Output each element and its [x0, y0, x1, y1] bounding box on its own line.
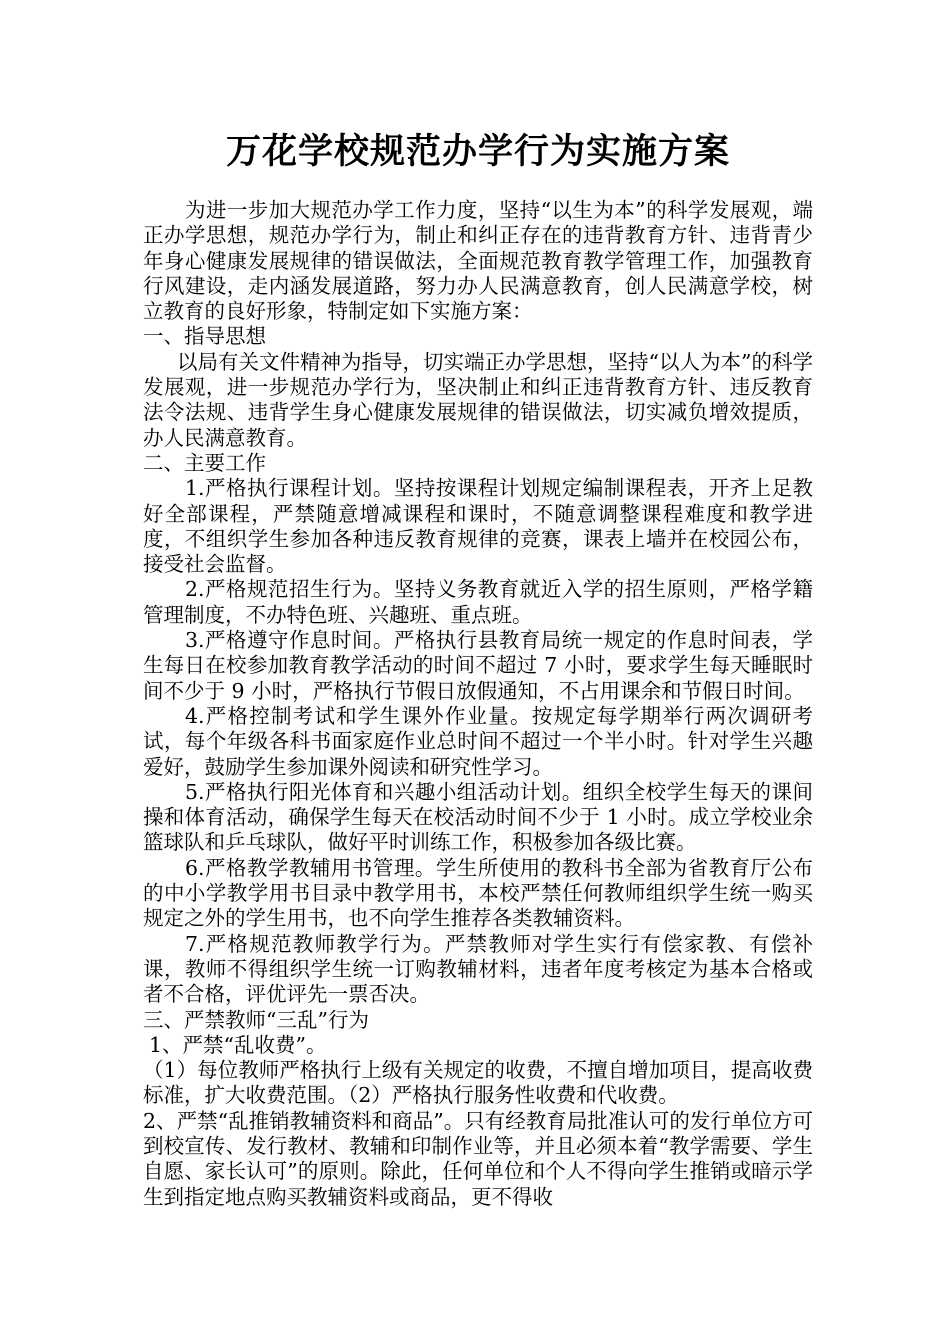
work-item-4: 4.严格控制考试和学生课外作业量。按规定每学期举行两次调研考试，每个年级各科书面家庭作业总时间不超过一个半小时。针对学生兴趣爱好，鼓励学生参加课外阅读和研究性学习。 — [143, 703, 813, 779]
section-3-sub-1-paragraph: （1）每位教师严格执行上级有关规定的收费，不擅自增加项目，提高收费标准，扩大收费范围。（2）严格执行服务性收费和代收费。 — [143, 1058, 813, 1108]
document-title: 万花学校规范办学行为实施方案 — [225, 132, 730, 172]
work-item-6: 6.严格教学教辅用书管理。学生所使用的教科书全部为省教育厅公布的中小学教学用书目录中教学用书，本校严禁任何教师组织学生统一购买规定之外的学生用书，也不向学生推荐各类教辅资料。 — [143, 855, 813, 931]
work-item-2: 2.严格规范招生行为。坚持义务教育就近入学的招生原则，严格学籍管理制度，不办特色班、兴趣班、重点班。 — [143, 577, 813, 627]
work-item-3: 3.严格遵守作息时间。严格执行县教育局统一规定的作息时间表，学生每日在校参加教育教学活动的时间不超过 7 小时，要求学生每天睡眠时间不少于 9 小时，严格执行节假日放假通知，不占用课余和节假日时间。 — [143, 628, 813, 703]
section-1-heading: 一、指导思想 — [143, 324, 266, 349]
work-item-5: 5.严格执行阳光体育和兴趣小组活动计划。组织全校学生每天的课间操和体育活动，确保学生每天在校活动时间不少于 1 小时。成立学校业余篮球队和乒乓球队，做好平时训练工作，积极参加各级比赛。 — [143, 779, 813, 855]
work-item-7: 7.严格规范教师教学行为。严禁教师对学生实行有偿家教、有偿补课，教师不得组织学生统一订购教辅材料，违者年度考核定为基本合格或者不合格，评优评先一票否决。 — [143, 931, 813, 1007]
work-item-1: 1.严格执行课程计划。坚持按课程计划规定编制课程表，开齐上足教好全部课程，严禁随意增减课程和课时，不随意调整课程难度和教学进度，不组织学生参加各种违反教育规律的竞赛，课表上墙并在校园公布，接受社会监督。 — [143, 476, 813, 577]
intro-paragraph: 为进一步加大规范办学工作力度，坚持“以生为本”的科学发展观，端正办学思想，规范办学行为，制止和纠正存在的违背教育方针、违背青少年身心健康发展规律的错误做法，全面规范教育教学管理工作，加强教育行风建设，走内涵发展道路，努力办人民满意教育，创人民满意学校，树立教育的良好形象，特制定如下实施方案： — [143, 198, 813, 324]
section-3-sub-1-heading: 1、严禁“乱收费”。 — [149, 1032, 327, 1057]
section-3-heading: 三、严禁教师“三乱”行为 — [143, 1007, 369, 1032]
section-1-paragraph: 以局有关文件精神为指导，切实端正办学思想，坚持“以人为本”的科学发展观，进一步规范办学行为，坚决制止和纠正违背教育方针、违反教育法令法规、违背学生身心健康发展规律的错误做法，切实减负增效提质，办人民满意教育。 — [143, 349, 813, 450]
section-2-heading: 二、主要工作 — [143, 450, 266, 475]
document-page — [143, 128, 813, 1210]
section-3-sub-2-paragraph: 2、严禁“乱推销教辅资料和商品”。只有经教育局批准认可的发行单位方可到校宣传、发行教材、教辅和印制作业等，并且必须本着“教学需要、学生自愿、家长认可”的原则。除此，任何单位和个人不得向学生推销或暗示学生到指定地点购买教辅资料或商品，更不得收 — [143, 1108, 813, 1209]
